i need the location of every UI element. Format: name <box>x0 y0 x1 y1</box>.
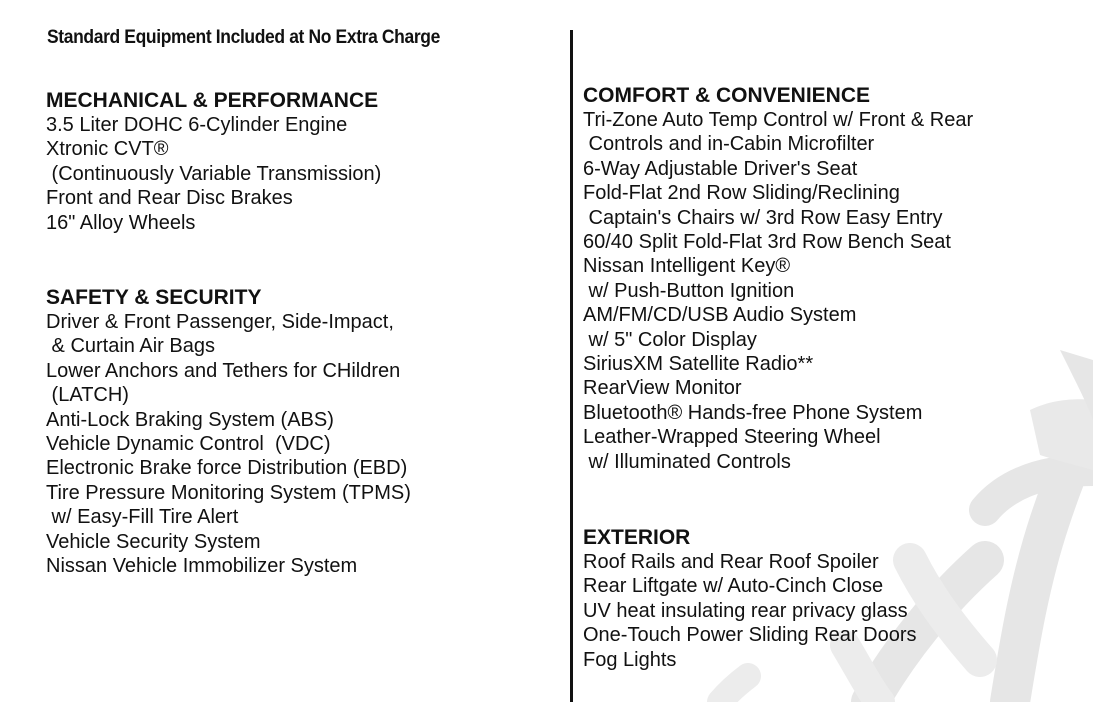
list-item: Tri-Zone Auto Temp Control w/ Front & Rear <box>583 109 974 131</box>
list-item: w/ 5" Color Display <box>583 328 757 351</box>
section-title-exterior: EXTERIOR <box>583 526 691 549</box>
list-item: Captain's Chairs w/ 3rd Row Easy Entry <box>583 206 943 229</box>
list-item: Bluetooth® Hands-free Phone System <box>583 401 923 424</box>
list-item: Anti-Lock Braking System (ABS) <box>46 408 334 431</box>
list-item: w/ Illuminated Controls <box>583 450 791 473</box>
list-item: Xtronic CVT® <box>46 138 169 161</box>
list-item: RearView Monitor <box>583 377 742 400</box>
list-item: UV heat insulating rear privacy glass <box>583 599 908 622</box>
list-item: Tire Pressure Monitoring System (TPMS) <box>46 481 411 504</box>
list-item: AM/FM/CD/USB Audio System <box>583 304 857 327</box>
section-title-mechanical: MECHANICAL & PERFORMANCE <box>46 89 379 112</box>
list-item: Nissan Intelligent Key® <box>583 255 791 278</box>
list-item: Fold-Flat 2nd Row Sliding/Reclining <box>583 182 900 205</box>
column-divider <box>570 30 573 702</box>
section-safety <box>46 286 411 578</box>
section-comfort <box>583 84 973 474</box>
list-item: (LATCH) <box>46 384 129 407</box>
list-item: Lower Anchors and Tethers for CHildren <box>46 359 401 382</box>
header-note: Standard Equipment Included at No Extra Charge <box>47 27 440 48</box>
list-item: Vehicle Security System <box>46 530 261 553</box>
list-item: w/ Easy-Fill Tire Alert <box>46 506 239 529</box>
list-item: Driver & Front Passenger, Side-Impact, <box>46 311 394 333</box>
section-mechanical <box>46 89 381 235</box>
list-item: w/ Push-Button Ignition <box>583 279 795 302</box>
list-item: One-Touch Power Sliding Rear Doors <box>583 624 917 647</box>
list-item: (Continuously Variable Transmission) <box>46 162 382 185</box>
section-exterior <box>583 526 917 672</box>
list-item: Vehicle Dynamic Control (VDC) <box>46 433 331 456</box>
list-item: Electronic Brake force Distribution (EBD) <box>46 457 408 480</box>
list-item: Front and Rear Disc Brakes <box>46 187 293 210</box>
section-title-comfort: COMFORT & CONVENIENCE <box>583 84 871 107</box>
list-item: Roof Rails and Rear Roof Spoiler <box>583 551 879 573</box>
list-item: Controls and in-Cabin Microfilter <box>583 133 875 156</box>
list-item: 60/40 Split Fold-Flat 3rd Row Bench Seat <box>583 231 951 254</box>
list-item: Rear Liftgate w/ Auto-Cinch Close <box>583 575 884 598</box>
section-title-safety: SAFETY & SECURITY <box>46 286 262 309</box>
list-item: Fog Lights <box>583 648 677 671</box>
list-item: 16" Alloy Wheels <box>46 211 196 234</box>
list-item: SiriusXM Satellite Radio** <box>583 353 814 376</box>
list-item: & Curtain Air Bags <box>46 335 215 358</box>
list-item: Nissan Vehicle Immobilizer System <box>46 555 358 578</box>
list-item: 3.5 Liter DOHC 6-Cylinder Engine <box>46 114 348 136</box>
list-item: 6-Way Adjustable Driver's Seat <box>583 157 858 180</box>
list-item: Leather-Wrapped Steering Wheel <box>583 426 881 449</box>
